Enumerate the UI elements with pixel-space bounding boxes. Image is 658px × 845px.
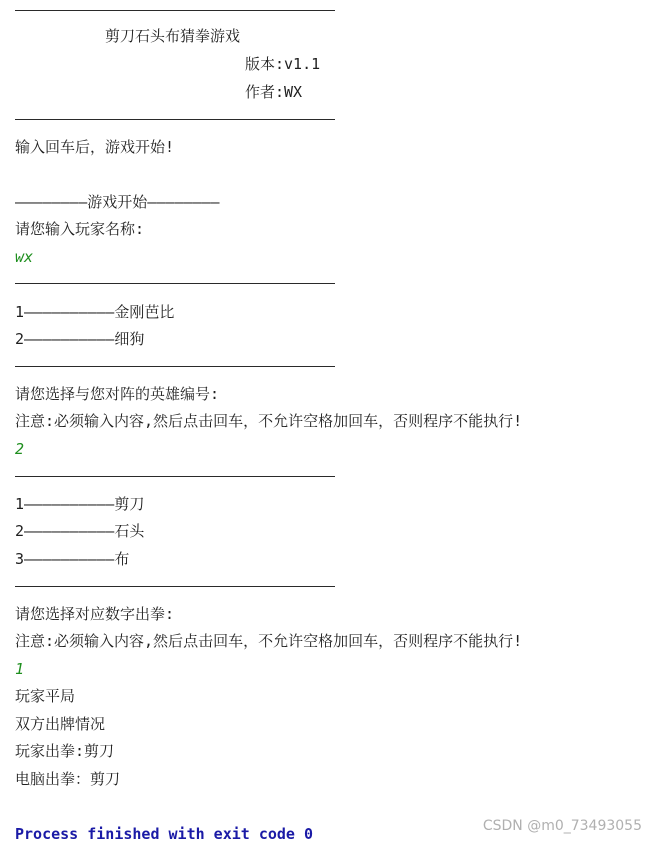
prompt-enter: 输入回车后，游戏开始! [15, 138, 175, 156]
separator-line [15, 366, 335, 367]
csdn-watermark: CSDN @m0_73493055 [482, 818, 642, 834]
version-text: 版本:v1.1 [245, 55, 321, 73]
game-title: 剪刀石头布猜拳游戏 [105, 27, 241, 45]
result-header: 双方出牌情况 [15, 715, 106, 733]
computer-move: 电脑出拳：剪刀 [15, 770, 121, 788]
notice-text: 注意:必须输入内容,然后点击回车，不允许空格加回车，否则程序不能执行! [15, 632, 523, 650]
author-text: 作者:WX [245, 83, 303, 101]
hero-option: 2——————————细狗 [15, 330, 145, 348]
separator-line [15, 283, 335, 284]
ask-hero-prompt: 请您选择与您对阵的英雄编号: [15, 385, 220, 403]
move-option: 1——————————剪刀 [15, 495, 145, 513]
ask-name-prompt: 请您输入玩家名称: [15, 220, 145, 238]
notice-text: 注意:必须输入内容,然后点击回车，不允许空格加回车，否则程序不能执行! [15, 412, 523, 430]
hero-input-echo: 2 [15, 440, 25, 458]
exit-message: Process finished with exit code 0 [15, 825, 314, 843]
separator-line [15, 586, 335, 587]
result-draw: 玩家平局 [15, 687, 76, 705]
separator-line [15, 10, 335, 11]
separator-line [15, 119, 335, 120]
hero-option: 1——————————金刚芭比 [15, 303, 175, 321]
move-option: 2——————————石头 [15, 522, 145, 540]
separator-line [15, 476, 335, 477]
move-input-echo: 1 [15, 660, 25, 678]
name-input-echo: wx [15, 248, 34, 266]
ask-move-prompt: 请您选择对应数字出拳: [15, 605, 175, 623]
game-start-banner: ————————游戏开始———————— [15, 193, 220, 211]
move-option: 3——————————布 [15, 550, 130, 568]
player-move: 玩家出拳:剪刀 [15, 742, 115, 760]
